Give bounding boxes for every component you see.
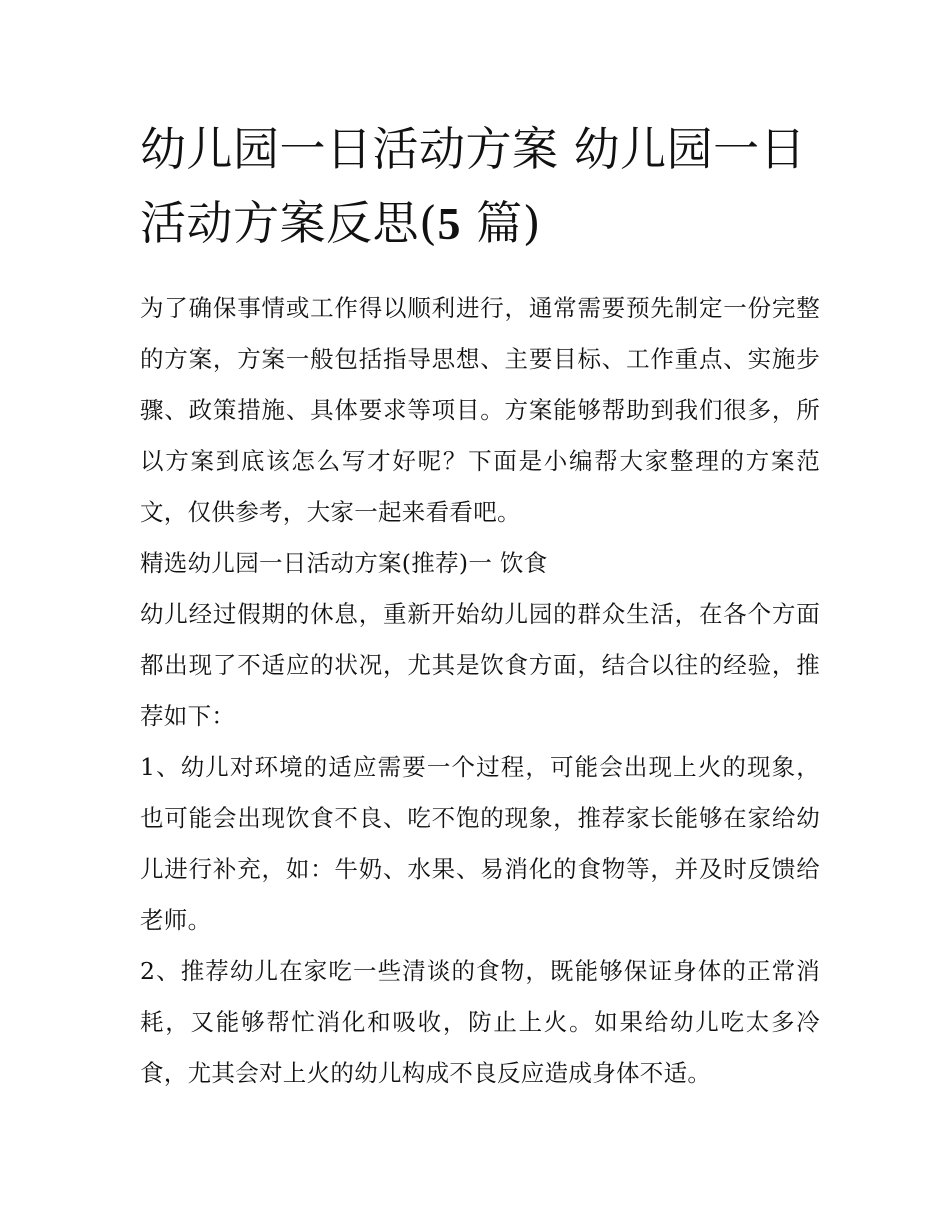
body-paragraph: 幼儿经过假期的休息，重新开始幼儿园的群众生活，在各个方面都出现了不适应的状况，尤其是饮食方面，结合以往的经验，推荐如下： bbox=[140, 600, 820, 730]
list-item-1: 1、幼儿对环境的适应需要一个过程，可能会出现上火的现象，也可能会出现饮食不良、吃不饱的现象，推荐家长能够在家给幼儿进行补充，如：牛奶、水果、易消化的食物等，并及时反馈给老师。 bbox=[140, 753, 820, 934]
intro-paragraph: 为了确保事情或工作得以顺利进行，通常需要预先制定一份完整的方案，方案一般包括指导思想、主要目标、工作重点、实施步骤、政策措施、具体要求等项目。方案能够帮助到我们很多，所以方案到底该怎么写才好呢？下面是小编帮大家整理的方案范文，仅供参考，大家一起来看看吧。 bbox=[140, 294, 820, 526]
document-title bbox=[140, 112, 820, 261]
list-item-2: 2、推荐幼儿在家吃一些清谈的食物，既能够保证身体的正常消耗，又能够帮忙消化和吸收，防止上火。如果给幼儿吃太多冷食，尤其会对上火的幼儿构成不良反应造成身体不适。 bbox=[140, 957, 820, 1087]
document-body bbox=[140, 283, 820, 1099]
title-number: 5 bbox=[437, 198, 461, 249]
section-heading: 精选幼儿园一日活动方案(推荐)一 饮食 bbox=[140, 549, 548, 577]
document-page bbox=[140, 112, 820, 1099]
title-text-part1: 幼儿园一日活动方案 幼儿园一日活动方案反思( bbox=[140, 122, 807, 250]
title-text-part2: 篇) bbox=[460, 196, 542, 250]
